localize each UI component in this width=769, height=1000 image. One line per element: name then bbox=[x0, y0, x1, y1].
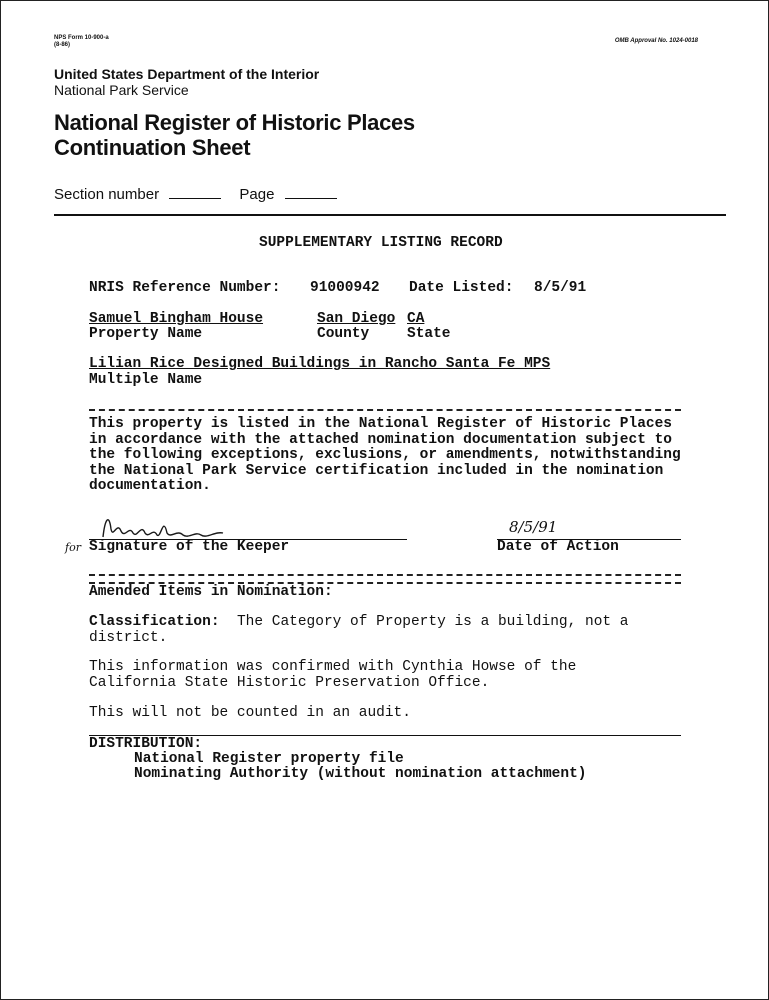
multiple-name: Lilian Rice Designed Buildings in Rancho Santa Fe MPS bbox=[89, 356, 551, 372]
county-value: San Diego bbox=[317, 311, 396, 327]
department-name: United States Department of the Interior bbox=[54, 66, 320, 82]
state-value: CA bbox=[407, 311, 425, 327]
confirmation-text: This information was confirmed with Cynthia Howse of the California State Historic Preservation Office. bbox=[89, 659, 577, 691]
listing-statement: This property is listed in the National Register of Historic Places in accordance with the attached nomination documentation subject to the following exceptions, exclusions, or amendments, notwithstanding the National Park Service certification included in the nomination documentation. bbox=[89, 416, 681, 494]
distribution-label: DISTRIBUTION: bbox=[89, 736, 203, 752]
omb-approval: OMB Approval No. 1024-0018 bbox=[614, 38, 698, 44]
register-title: National Register of Historic Places bbox=[54, 110, 415, 135]
form-number: NPS Form 10-900-a bbox=[54, 35, 109, 41]
action-date-handwritten: 8/5/91 bbox=[509, 518, 558, 536]
county-label: County bbox=[317, 326, 370, 342]
state-label: State bbox=[407, 326, 451, 342]
keeper-label: Signature of the Keeper bbox=[89, 539, 290, 555]
audit-text: This will not be counted in an audit. bbox=[89, 705, 411, 721]
form-id bbox=[54, 35, 109, 49]
dashed-divider bbox=[89, 409, 681, 411]
classification-paragraph bbox=[89, 615, 669, 646]
section-number-blank bbox=[169, 197, 221, 199]
date-listed-value: 8/5/91 bbox=[534, 280, 587, 296]
section-number-label: Section number bbox=[54, 186, 160, 203]
multiple-name-label: Multiple Name bbox=[89, 372, 203, 388]
nris-value: 91000942 bbox=[310, 280, 380, 296]
page-number-blank bbox=[285, 197, 337, 199]
for-note: for bbox=[65, 541, 81, 554]
agency-name: National Park Service bbox=[54, 82, 189, 98]
classification-label: Classification: bbox=[89, 614, 220, 630]
nris-label: NRIS Reference Number: bbox=[89, 280, 281, 296]
property-name: Samuel Bingham House bbox=[89, 311, 264, 327]
continuation-title: Continuation Sheet bbox=[54, 135, 251, 160]
date-listed-label: Date Listed: bbox=[409, 280, 514, 296]
header-rule bbox=[54, 214, 726, 216]
form-date: (8-86) bbox=[54, 42, 71, 48]
keeper-signature bbox=[97, 509, 237, 543]
date-of-action-label: Date of Action bbox=[497, 539, 619, 555]
page-label: Page bbox=[239, 186, 275, 203]
property-name-label: Property Name bbox=[89, 326, 203, 342]
double-divider bbox=[89, 574, 681, 584]
amended-items-heading: Amended Items in Nomination: bbox=[89, 584, 333, 600]
distribution-item: National Register property file bbox=[134, 751, 404, 767]
distribution-item: Nominating Authority (without nomination attachment) bbox=[134, 766, 587, 782]
section-page-row bbox=[54, 186, 337, 203]
record-heading: SUPPLEMENTARY LISTING RECORD bbox=[259, 235, 503, 251]
classification-text: The Category of Property is a building, not a district. bbox=[89, 614, 629, 646]
